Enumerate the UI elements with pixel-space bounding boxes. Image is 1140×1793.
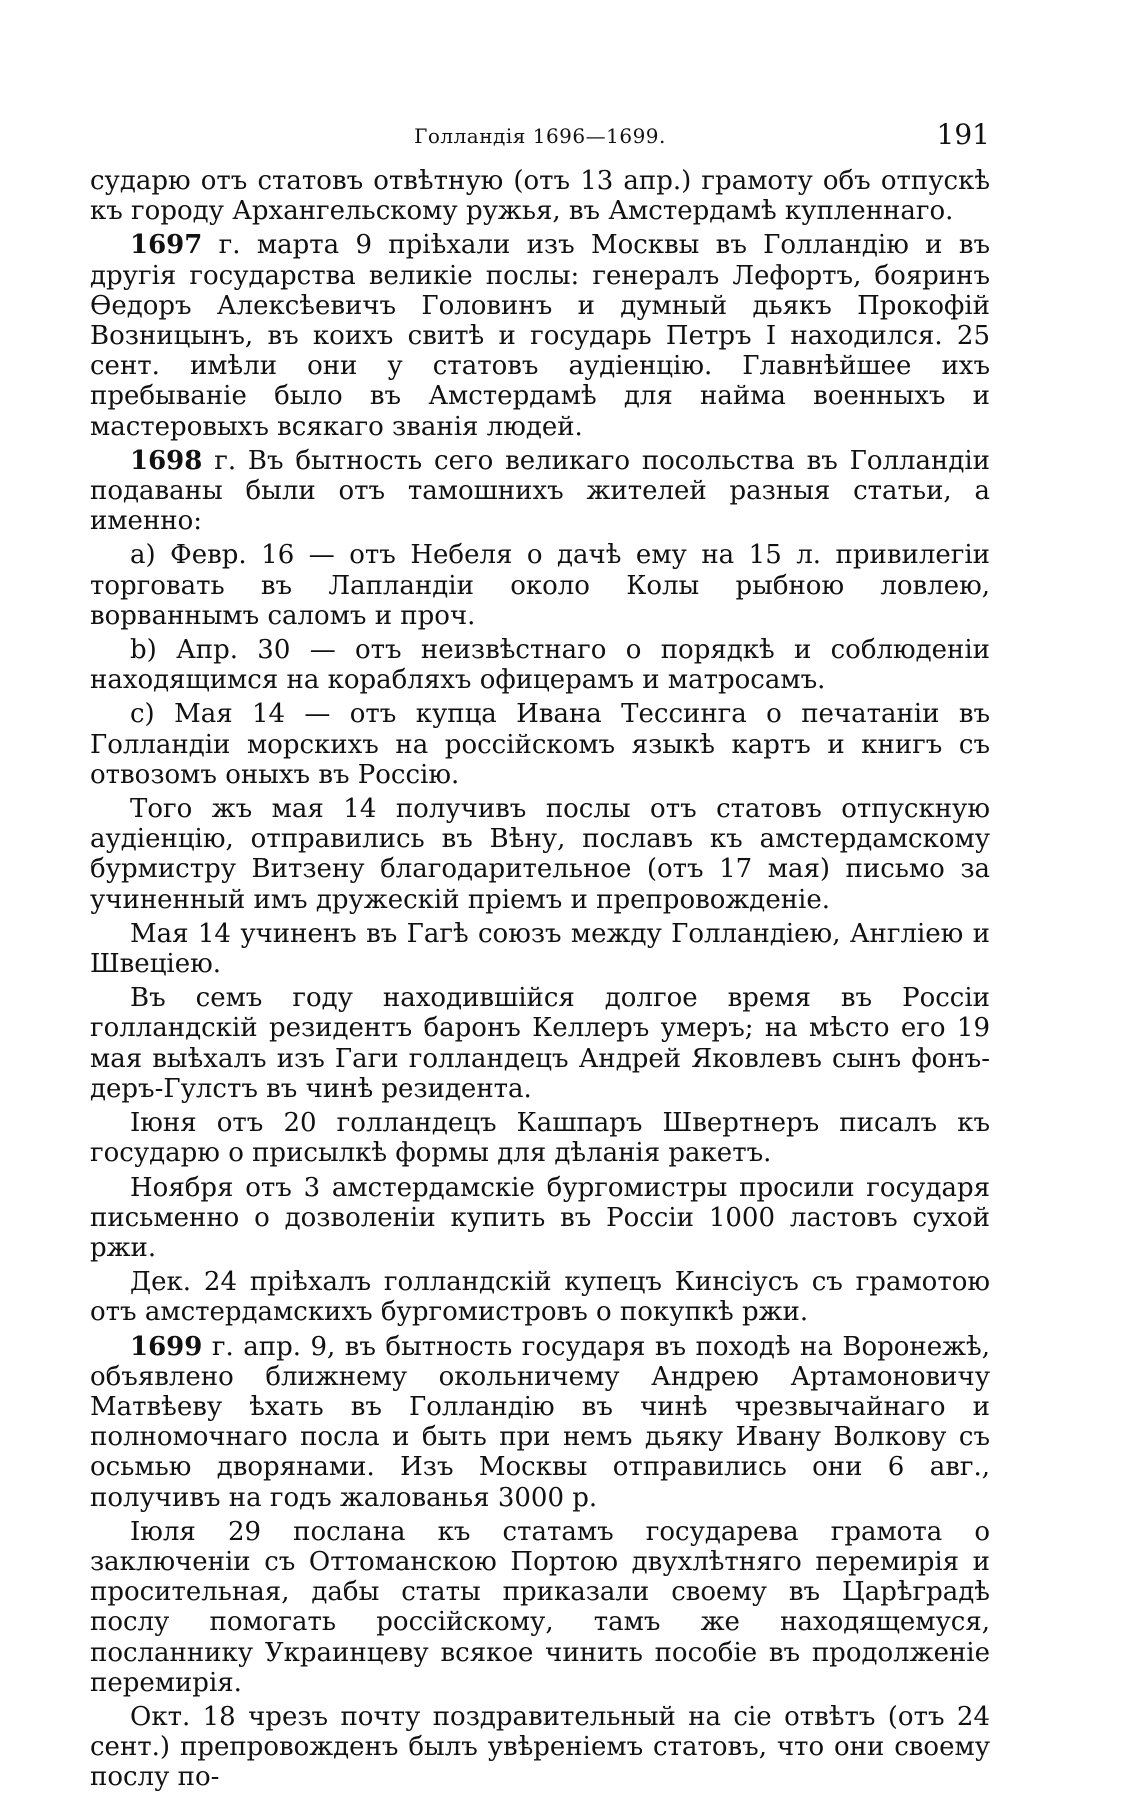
year-heading: 1697 xyxy=(130,230,203,261)
paragraph xyxy=(90,1108,990,1168)
list-item xyxy=(90,635,990,695)
paragraph xyxy=(90,166,990,226)
paragraph-text: c) Мая 14 — отъ купца Ивана Тессинга о печатаніи въ Голландіи морскихъ на россійскомъ языкѣ картъ и книгъ съ отвозомъ оныхъ въ Россію. xyxy=(90,699,990,790)
paragraph xyxy=(90,1702,990,1793)
paragraph-text: г. апр. 9, въ бытность государя въ походѣ на Воронежѣ, объявлено ближнему окольничему Андрею Артамоновичу Матвѣеву ѣхать въ Голландію въ чинѣ чрезвычайнаго и полномочнаго посла и быть при немъ дьяку Ивану Волкову съ осьмью дворянами. Изъ Москвы отправились они 6 авг., получивъ на годъ жалованья 3000 р. xyxy=(90,1331,990,1513)
paragraph-text: Ноября отъ 3 амстердамскіе бургомистры просили государя письменно о дозволеніи купить въ Россіи 1000 ластовъ сухой ржи. xyxy=(90,1172,990,1263)
paragraph xyxy=(90,1173,990,1264)
paragraph-text: сударю отъ статовъ отвѣтную (отъ 13 апр.) грамоту объ отпускѣ къ городу Архангельскому ружья, въ Амстердамѣ купленнаго. xyxy=(90,166,990,227)
running-title: Голландія 1696—1699. xyxy=(414,124,666,148)
paragraph-text: a) Февр. 16 — отъ Небеля о дачѣ ему на 15 л. привилегіи торговать въ Лапландіи около Колы рыбною ловлею, ворваннымъ саломъ и проч. xyxy=(90,540,990,631)
page-body xyxy=(90,166,990,1793)
list-item xyxy=(90,540,990,631)
paragraph xyxy=(90,983,990,1104)
paragraph-text: Окт. 18 чрезъ почту поздравительный на сіе отвѣтъ (отъ 24 сент.) препровожденъ былъ увѣреніемъ статовъ, что они своему послу по- xyxy=(90,1701,990,1793)
paragraph xyxy=(90,1267,990,1327)
paragraph-text: Мая 14 учиненъ въ Гагѣ союзъ между Голландіею, Англіею и Швеціею. xyxy=(90,918,990,980)
paragraph-text: г. Въ бытность сего великаго посольства въ Голландіи подаваны были отъ тамошнихъ жителей разныя статьи, а именно: xyxy=(90,445,990,537)
paragraph xyxy=(90,1332,990,1513)
paragraph xyxy=(90,919,990,979)
paragraph xyxy=(90,1517,990,1698)
paragraph xyxy=(90,446,990,537)
paragraph-text: Дек. 24 пріѣхалъ голландскій купецъ Кинсіусъ съ грамотою отъ амстердамскихъ бургомистровъ о покупкѣ ржи. xyxy=(90,1267,990,1328)
page-number: 191 xyxy=(936,118,990,151)
list-item xyxy=(90,699,990,790)
page-header xyxy=(90,118,990,158)
paragraph xyxy=(90,230,990,441)
year-heading: 1698 xyxy=(130,445,203,476)
paragraph-text: г. марта 9 пріѣхали изъ Москвы въ Голландію и въ другія государства великіе послы: генералъ Лефортъ, бояринъ Ѳедоръ Алексѣевичъ Головинъ и думный дьякъ Прокофій Возницынъ, въ коихъ свитѣ и государь Петръ I находился. 25 сент. имѣли они у статовъ аудіенцію. Главнѣйшее ихъ пребываніе было въ Амстердамѣ для найма военныхъ и мастеровыхъ всякаго званія людей. xyxy=(90,230,990,442)
paragraph-text: Того жъ мая 14 получивъ послы отъ статовъ отпускную аудіенцію, отправились въ Вѣну, пославъ къ амстердамскому бурмистру Витзену благодарительное (отъ 17 мая) письмо за учиненный имъ дружескій пріемъ и препровожденіе. xyxy=(90,794,990,915)
paragraph-text: b) Апр. 30 — отъ неизвѣстнаго о порядкѣ и соблюденіи находящимся на корабляхъ офицерамъ и матросамъ. xyxy=(90,635,990,696)
paragraph-text: Въ семъ году находившійся долгое время въ Россіи голландскій резидентъ баронъ Келлеръ умеръ; на мѣсто его 19 мая выѣхалъ изъ Гаги голландецъ Андрей Яковлевъ сынъ фонъ-деръ-Гулстъ въ чинѣ резидента. xyxy=(90,983,990,1104)
year-heading: 1699 xyxy=(130,1331,203,1362)
paragraph xyxy=(90,794,990,915)
paragraph-text: Іюня отъ 20 голландецъ Кашпаръ Швертнеръ писалъ къ государю о присылкѣ формы для дѣланія ракетъ. xyxy=(90,1108,990,1169)
paragraph-text: Іюля 29 послана къ статамъ государева грамота о заключеніи съ Оттоманскою Портою двухлѣтняго перемирія и просительная, дабы статы приказали своему въ Царѣградѣ послу помогать россійскому, тамъ же находящемуся, посланнику Украинцеву всякое чинить пособіе въ продолженіе перемирія. xyxy=(90,1516,990,1698)
